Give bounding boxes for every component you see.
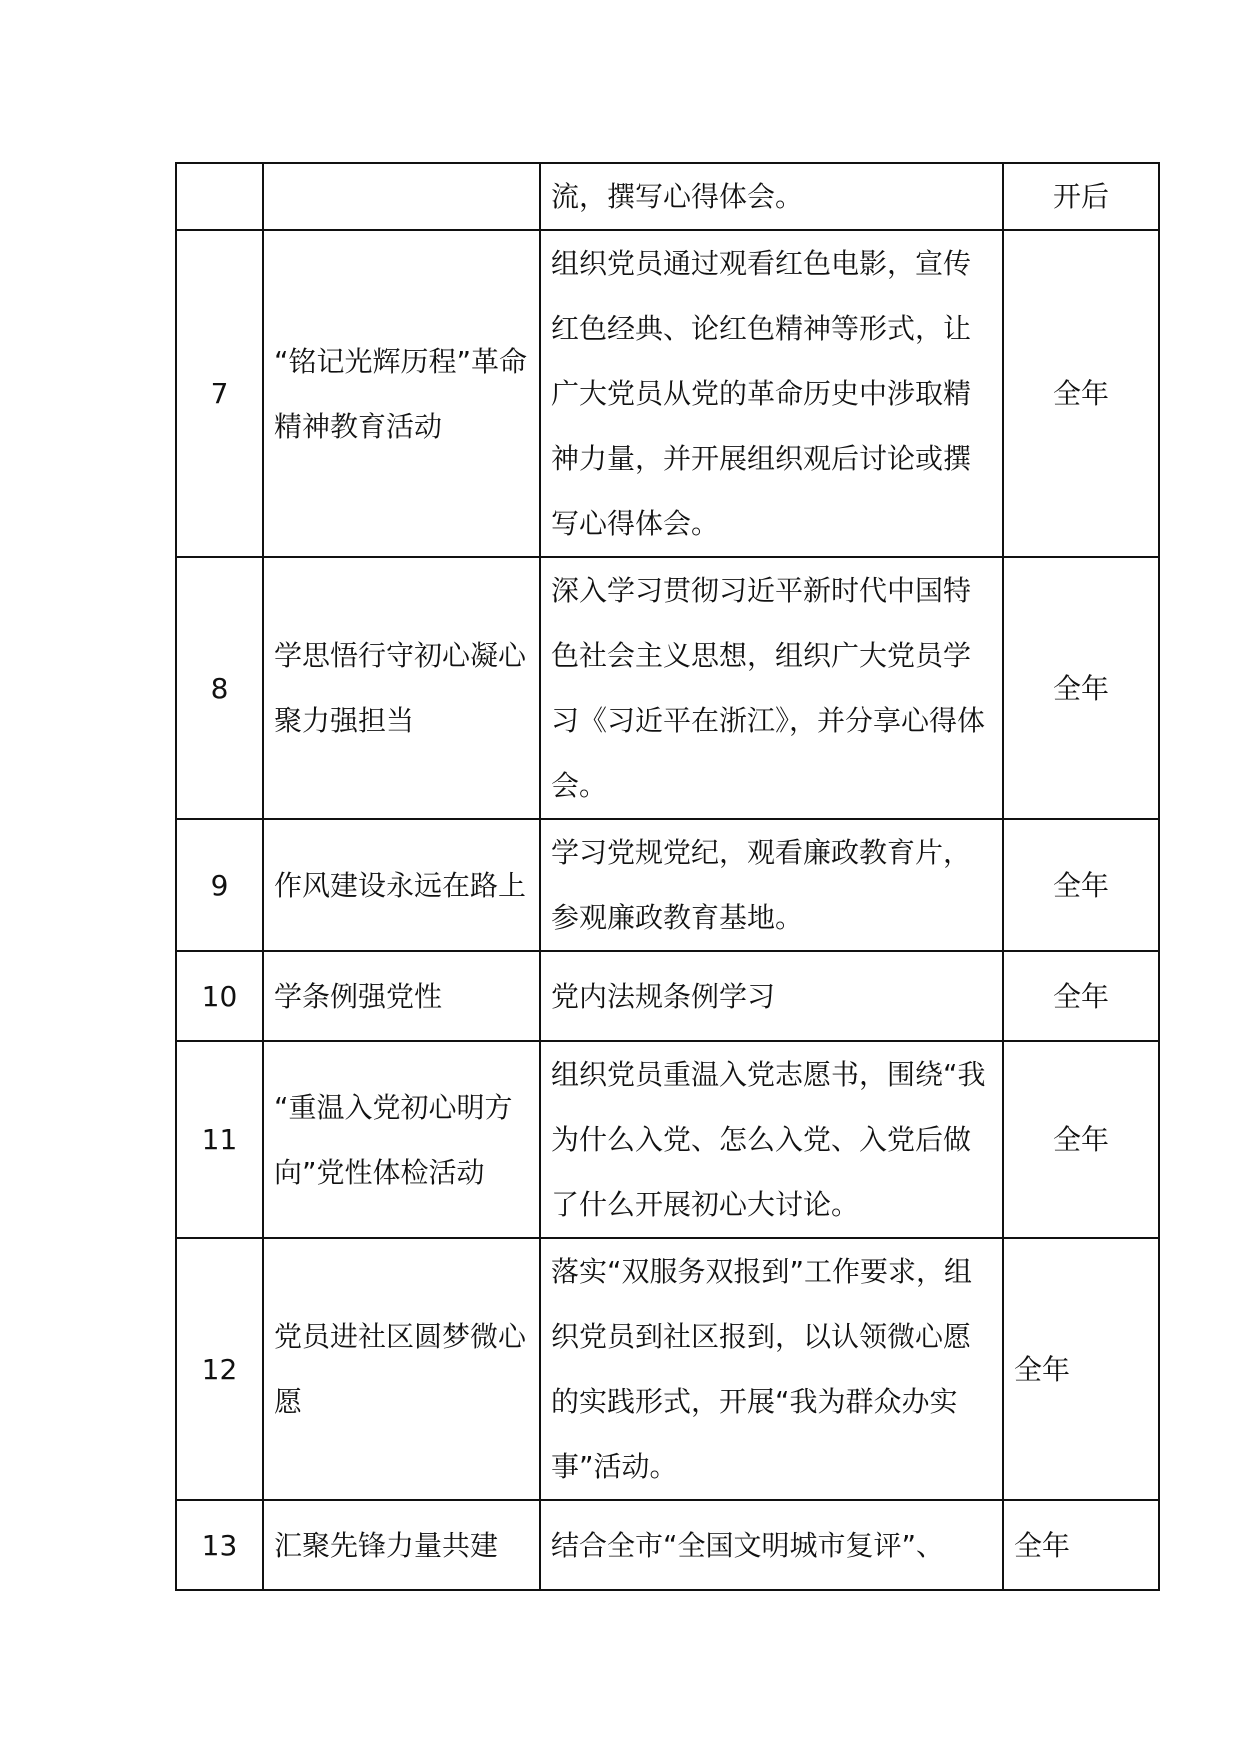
row-number: 10	[176, 951, 263, 1041]
row-number	[176, 163, 263, 230]
activity-description: 流，撰写心得体会。	[540, 163, 1003, 230]
activity-description: 学习党规党纪，观看廉政教育片，参观廉政教育基地。	[540, 819, 1003, 951]
table-row	[176, 1500, 1159, 1590]
table-row	[176, 1041, 1159, 1238]
row-number: 9	[176, 819, 263, 951]
table-row	[176, 819, 1159, 951]
activity-description: 深入学习贯彻习近平新时代中国特色社会主义思想，组织广大党员学习《习近平在浙江》，并分享心得体会。	[540, 557, 1003, 819]
activity-description: 组织党员重温入党志愿书，围绕“我为什么入党、怎么入党、入党后做了什么开展初心大讨论。	[540, 1041, 1003, 1238]
activity-time: 开后	[1003, 163, 1159, 230]
table-row	[176, 1238, 1159, 1500]
row-number: 12	[176, 1238, 263, 1500]
activity-time: 全年	[1003, 230, 1159, 557]
row-number: 8	[176, 557, 263, 819]
activity-description: 结合全市“全国文明城市复评”、	[540, 1500, 1003, 1590]
activity-name: “重温入党初心明方向”党性体检活动	[263, 1041, 540, 1238]
activity-name: 作风建设永远在路上	[263, 819, 540, 951]
row-number: 7	[176, 230, 263, 557]
activity-name: 学条例强党性	[263, 951, 540, 1041]
activity-time: 全年	[1003, 819, 1159, 951]
activity-time: 全年	[1003, 1500, 1159, 1590]
activity-name: 党员进社区圆梦微心愿	[263, 1238, 540, 1500]
table-row	[176, 230, 1159, 557]
activity-time: 全年	[1003, 557, 1159, 819]
activity-name	[263, 163, 540, 230]
activity-description: 党内法规条例学习	[540, 951, 1003, 1041]
activity-name: “铭记光辉历程”革命精神教育活动	[263, 230, 540, 557]
table-row	[176, 951, 1159, 1041]
row-number: 11	[176, 1041, 263, 1238]
activity-name: 学思悟行守初心凝心聚力强担当	[263, 557, 540, 819]
activity-time: 全年	[1003, 1041, 1159, 1238]
activity-description: 落实“双服务双报到”工作要求，组织党员到社区报到，以认领微心愿的实践形式，开展“我为群众办实事”活动。	[540, 1238, 1003, 1500]
table-row	[176, 557, 1159, 819]
row-number: 13	[176, 1500, 263, 1590]
activity-description: 组织党员通过观看红色电影，宣传红色经典、论红色精神等形式，让广大党员从党的革命历史中涉取精神力量，并开展组织观后讨论或撰写心得体会。	[540, 230, 1003, 557]
activity-time: 全年	[1003, 951, 1159, 1041]
table-row	[176, 163, 1159, 230]
activity-time: 全年	[1003, 1238, 1159, 1500]
activity-table-body	[176, 163, 1159, 1590]
activity-name: 汇聚先锋力量共建	[263, 1500, 540, 1590]
activity-table	[175, 162, 1160, 1591]
